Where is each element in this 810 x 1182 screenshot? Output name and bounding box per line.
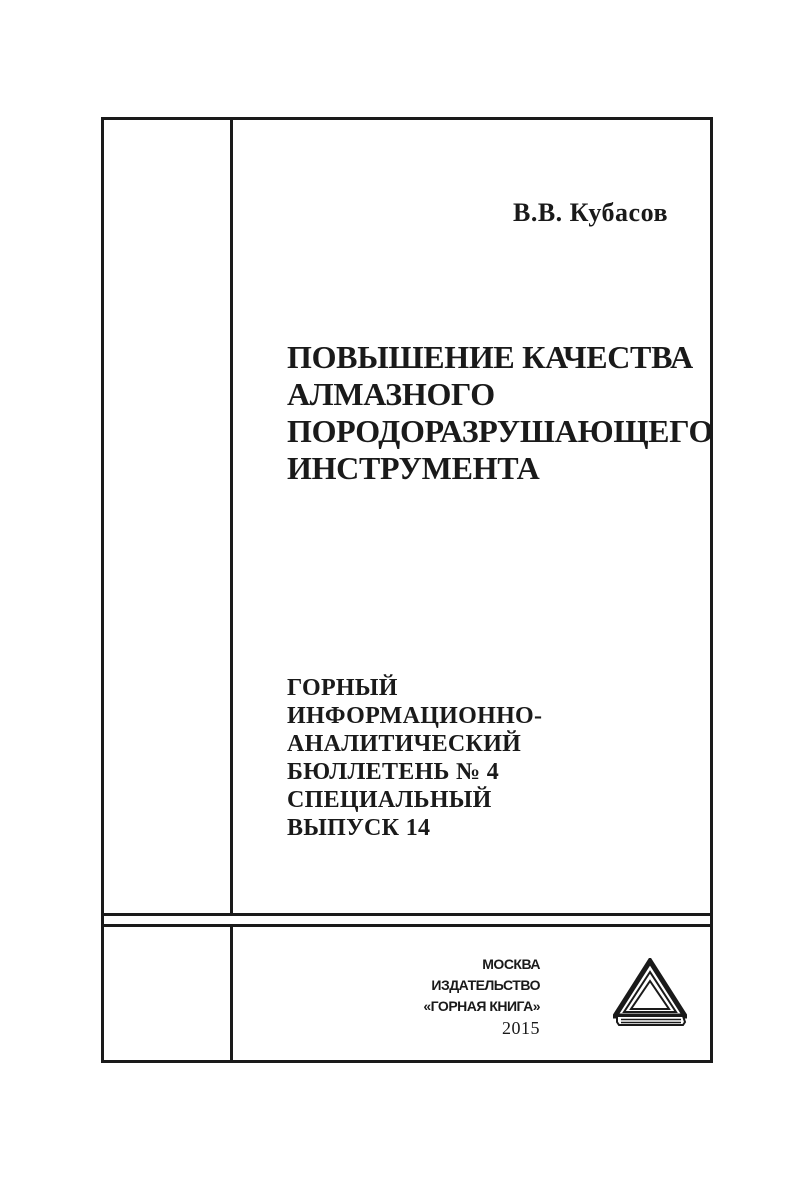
divider-rule-lower — [101, 924, 713, 927]
series-line: ВЫПУСК 14 — [287, 815, 431, 841]
publisher-triangle-book-logo-icon — [613, 958, 687, 1028]
publisher-label: ИЗДАТЕЛЬСТВО — [431, 977, 540, 993]
title-line: ИНСТРУМЕНТА — [287, 450, 540, 486]
author-name: В.В. Кубасов — [513, 198, 668, 227]
title-line: АЛМАЗНОГО — [287, 376, 495, 412]
series-line: АНАЛИТИЧЕСКИЙ — [287, 731, 522, 757]
publisher-name: «ГОРНАЯ КНИГА» — [423, 998, 540, 1014]
left-margin-rule-top — [230, 117, 233, 915]
left-margin-rule-bottom — [230, 926, 233, 1063]
divider-rule-upper — [101, 913, 713, 916]
series-line: СПЕЦИАЛЬНЫЙ — [287, 787, 492, 813]
book-title — [287, 339, 714, 487]
series-line: БЮЛЛЕТЕНЬ № 4 — [287, 759, 500, 785]
series-line: ИНФОРМАЦИОННО- — [287, 703, 543, 729]
title-line: ПОВЫШЕНИЕ КАЧЕСТВА — [287, 339, 693, 375]
publisher-block — [400, 954, 540, 1039]
title-line: ПОРОДОРАЗРУШАЮЩЕГО — [287, 413, 714, 449]
publication-year: 2015 — [502, 1018, 540, 1038]
publisher-city: МОСКВА — [482, 956, 540, 972]
series-line: ГОРНЫЙ — [287, 675, 398, 701]
cover-frame — [101, 117, 713, 1063]
series-info — [287, 674, 687, 842]
